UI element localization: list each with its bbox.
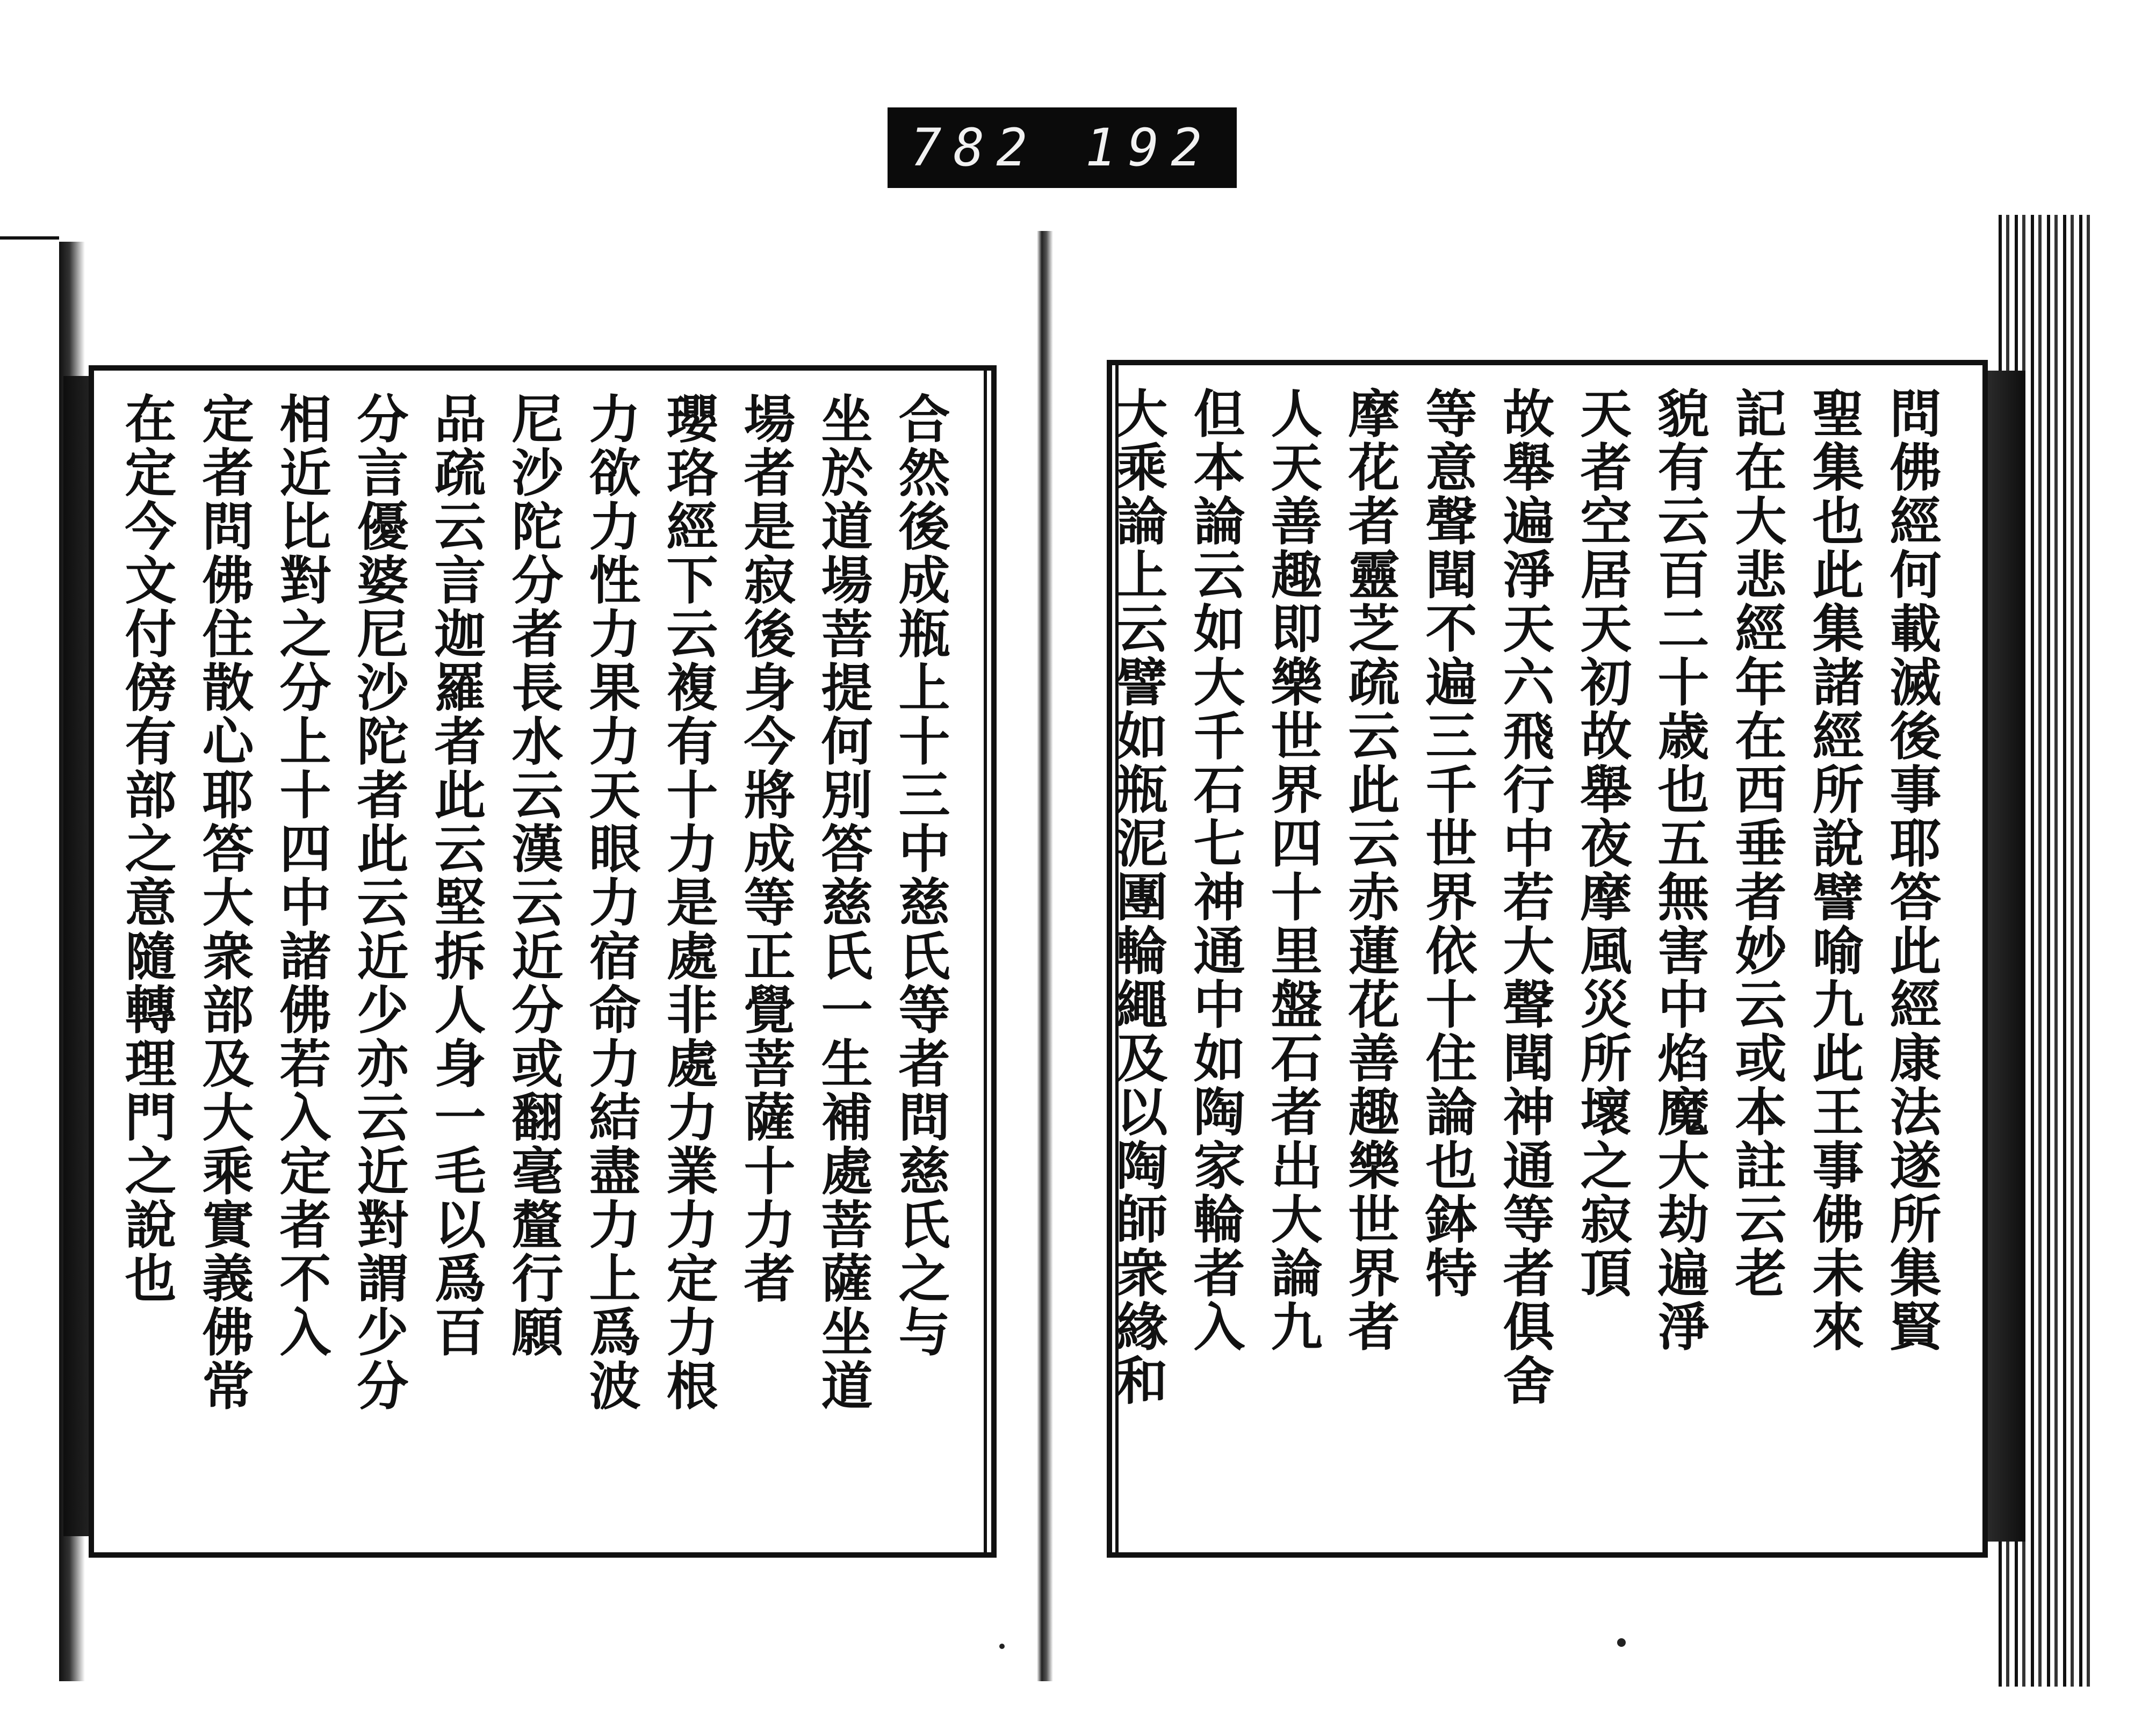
left-column: 合然後成瓶上十三中慈氏等者問慈氏之与 xyxy=(890,392,951,1359)
left-column: 定者問佛住散心耶答大衆部及大乘實義佛常 xyxy=(194,392,255,1413)
left-column: 品疏云言迦羅者此云堅拆人身一毛以爲百 xyxy=(426,392,487,1359)
left-text-columns xyxy=(110,392,959,1536)
book-spine xyxy=(1037,231,1053,1681)
right-column: 故舉遍淨天六飛行中若大聲聞神通等者俱舍 xyxy=(1495,387,1555,1407)
left-column: 在定今文付傍有部之意隨轉理門之說也 xyxy=(117,392,177,1305)
left-column: 坐於道場菩提何別答慈氏一生補處菩薩坐道 xyxy=(813,392,874,1413)
right-column: 貌有云百二十歳也五無害中焰魔大劫遍淨 xyxy=(1649,387,1710,1354)
right-text-columns xyxy=(1108,387,1950,1536)
right-column: 天者空居天初故舉夜摩風災所壞之寂頂 xyxy=(1572,387,1633,1300)
right-column: 但本論云如大千石七神通中如陶家輪者入 xyxy=(1185,387,1246,1354)
film-number-right: 192 xyxy=(1085,118,1214,178)
left-column: 場者是寂後身今將成等正覺菩薩十力者 xyxy=(735,392,796,1305)
ink-speck xyxy=(999,1644,1005,1649)
right-column: 聖集也此集諸經所說譬喻九此王事佛未來 xyxy=(1804,387,1865,1354)
right-column: 大乘論上云譬如瓶泥團輪繩及以陶師衆緣和 xyxy=(1108,387,1169,1407)
left-column: 相近比對之分上十四中諸佛若入定者不入 xyxy=(271,392,332,1359)
left-frame-rule xyxy=(984,371,987,1552)
right-text-frame xyxy=(1107,360,1988,1558)
right-column: 記在大悲經年在西垂者妙云或本註云老 xyxy=(1727,387,1787,1300)
right-margin-strip xyxy=(1988,371,2025,1542)
right-column: 人天善趣即樂世界四十里盤石者出大論九 xyxy=(1263,387,1323,1354)
film-number-label xyxy=(888,107,1237,188)
left-column: 分言優婆尼沙陀者此云近少亦云近對謂少分 xyxy=(349,392,409,1413)
right-column: 摩花者靈芝疏云此云赤蓮花善趣樂世界者 xyxy=(1340,387,1401,1354)
left-column: 尼沙陀分者長水云漢云近分或翻毫釐行願 xyxy=(503,392,564,1359)
ink-speck xyxy=(1617,1638,1626,1647)
right-column: 問佛經何載滅後事耶答此經康法遂所集賢 xyxy=(1881,387,1942,1354)
left-column: 瓔珞經下云複有十力是處非處力業力定力根 xyxy=(658,392,719,1413)
film-number-left: 782 xyxy=(910,118,1040,178)
page-edge-line xyxy=(0,236,64,240)
left-column: 力欲力性力果力天眼力宿命力結盡力上爲波 xyxy=(581,392,641,1413)
right-column: 等意聲聞不遍三千世界依十住論也鉢特 xyxy=(1417,387,1478,1300)
left-text-frame xyxy=(89,365,997,1558)
